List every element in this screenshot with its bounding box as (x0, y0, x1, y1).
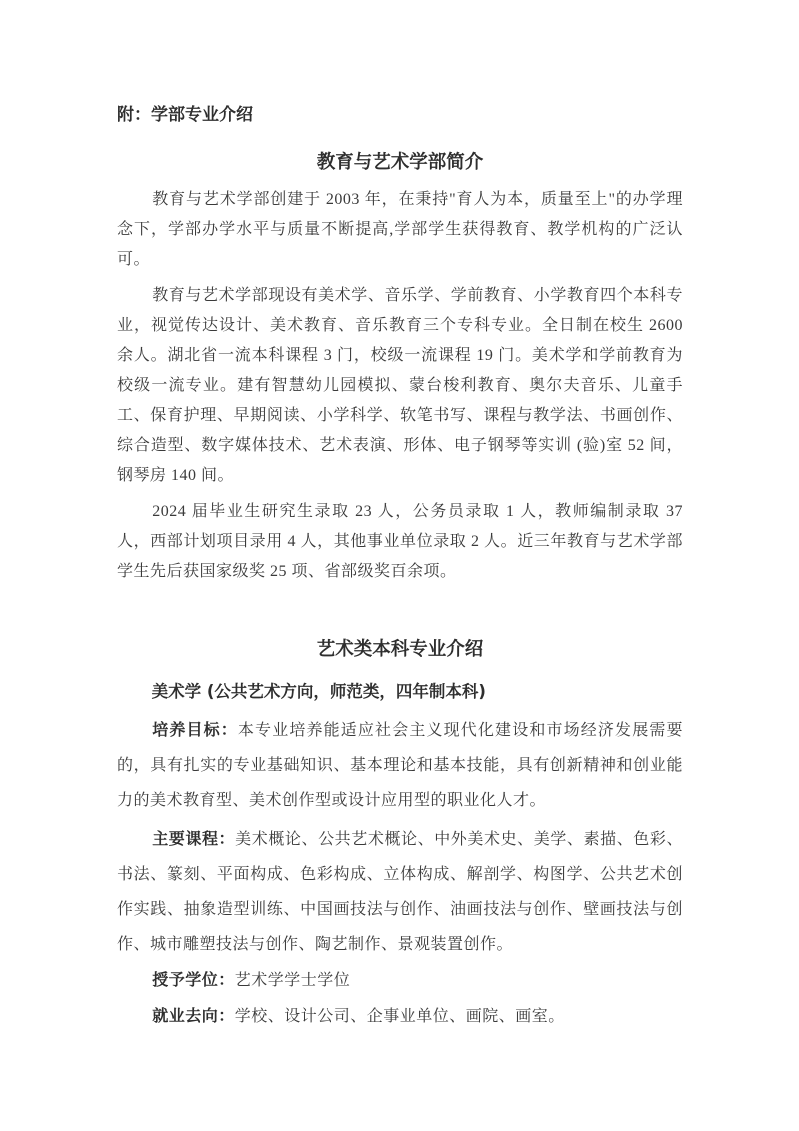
main-courses-label: 主要课程： (152, 829, 236, 848)
degree-awarded-paragraph (117, 962, 683, 998)
attachment-title: 附：学部专业介绍 (117, 105, 253, 125)
overview-paragraph-1: 教育与艺术学部创建于 2003 年，在秉持"育人为本，质量至上"的办学理念下，学部办学水平与质量不断提高,学部学生获得教育、教学机构的广泛认可。 (117, 191, 683, 268)
employment-direction-text: 学校、设计公司、企事业单位、画院、画室。 (234, 1008, 565, 1025)
overview-paragraph-3: 2024 届毕业生研究生录取 23 人，公务员录取 1 人，教师编制录取 37 人，西部计划项目录用 4 人，其他事业单位录取 2 人。近三年教育与艺术学部学生先后获国家级奖 25 项、省部级奖百余项。 (117, 503, 683, 580)
training-objective-label: 培养目标： (152, 720, 238, 739)
majors-heading: 艺术类本科专业介绍 (316, 639, 484, 660)
main-courses-text: 美术概论、公共艺术概论、中外美术史、美学、素描、色彩、书法、篆刻、平面构成、色彩构成、立体构成、解剖学、构图学、公共艺术创作实践、抽象造型训练、中国画技法与创作、油画技法与创作、壁画技法与创作、城市雕塑技法与创作、陶艺制作、景观装置创作。 (117, 831, 683, 953)
employment-direction-paragraph (117, 998, 683, 1034)
degree-awarded-text: 艺术学学士学位 (234, 972, 351, 989)
overview-heading: 教育与艺术学部简介 (316, 152, 484, 173)
main-courses-paragraph (117, 821, 683, 962)
employment-direction-label: 就业去向： (152, 1006, 235, 1025)
training-objective-text: 本专业培养能适应社会主义现代化建设和市场经济发展需要的，具有扎实的专业基础知识、基本理论和基本技能，具有创新精神和创业能力的美术教育型、美术创作型或设计应用型的职业化人才。 (117, 722, 683, 809)
major-title: 美术学 (公共艺术方向，师范类，四年制本科) (151, 682, 486, 701)
overview-paragraph-2: 教育与艺术学部现设有美术学、音乐学、学前教育、小学教育四个本科专业，视觉传达设计、美术教育、音乐教育三个专科专业。全日制在校生 2600 余人。湖北省一流本科课程 3 门，校级一流课程 19 门。美术学和学前教育为校级一流专业。建有智慧幼儿园模拟、蒙台梭利教育、奥尔夫音乐、儿童手工、保育护理、早期阅读、小学科学、软笔书写、课程与教学法、书画创作、综合造型、数字媒体技术、艺术表演、形体、电子钢琴等实训 (验)室 52 间，钢琴房 140 间。 (117, 287, 683, 484)
training-objective-paragraph (117, 712, 683, 818)
degree-awarded-label: 授予学位： (152, 970, 235, 989)
